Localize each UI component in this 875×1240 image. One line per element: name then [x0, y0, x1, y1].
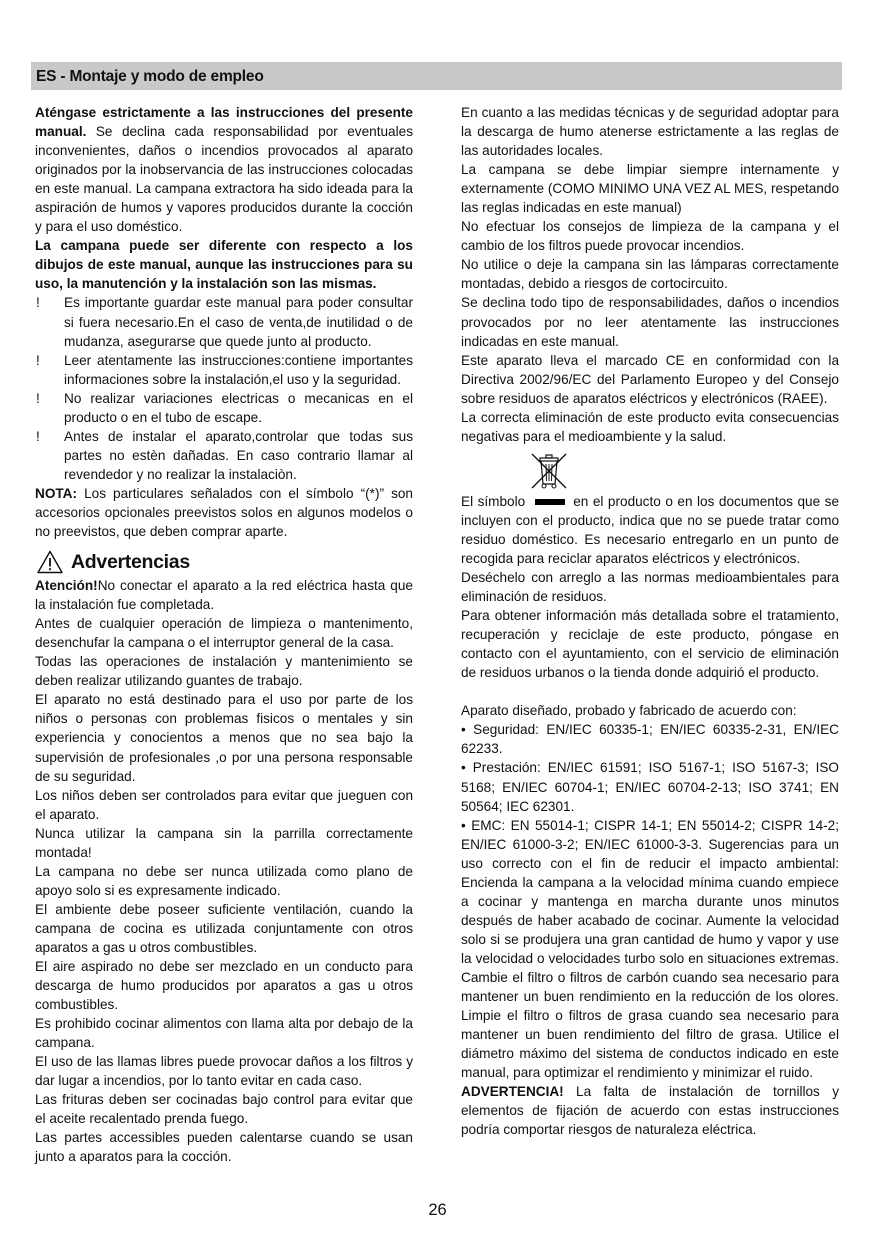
advertencia-paragraph [461, 1082, 839, 1139]
black-bar-symbol [535, 499, 565, 505]
atencion-label: Atención! [35, 578, 98, 594]
standards-item: • Seguridad: EN/IEC 60335-1; EN/IEC 60335-2-31, EN/IEC 62233. [461, 722, 839, 757]
exclamation-icon: ! [36, 352, 40, 368]
crossed-bin-icon [528, 452, 570, 490]
info-paragraph: Para obtener información más detallada sobre el tratamiento, recuperación y reciclaje de este producto, póngase en contacto con el ayuntamiento, con el servicio de eliminación de residuos urbanos o la tienda donde adquirió el producto. [461, 608, 839, 681]
warning-triangle-icon [37, 550, 63, 574]
warning-paragraph: Las frituras deben ser cocinadas bajo control para evitar que el aceite recalentado prenda fuego. [35, 1092, 413, 1127]
info-paragraph: En cuanto a las medidas técnicas y de seguridad adoptar para la descarga de humo atenerse estrictamente a las reglas de las autoridades locales. [461, 105, 839, 159]
info-paragraph: La campana se debe limpiar siempre internamente y externamente (COMO MINIMO UNA VEZ AL MES, respetando las reglas indicadas en este manual) [461, 162, 839, 216]
bullet-item [35, 389, 413, 427]
bullet-text: Antes de instalar el aparato,controlar que todas sus partes no estèn dañadas. En caso contrario llamar al revendedor y no realizar la instalaciòn. [64, 428, 413, 482]
bullet-item [35, 427, 413, 484]
nota-text: Los particulares señalados con el símbolo “(*)” son accesorios opcionales preevistos solos en algunos modelos o no preevistos, que deben comprar aparte. [35, 485, 413, 540]
left-column [35, 103, 413, 1167]
advertencia-text: La falta de instalación de tornillos y elementos de fijación de acuerdo con estas instrucciones podría comportar riesgos de naturaleza eléctrica. [461, 1084, 839, 1138]
exclamation-icon: ! [36, 390, 40, 406]
page-number: 26 [428, 1201, 447, 1219]
symbol-paragraph [461, 492, 839, 568]
info-paragraph: Se declina todo tipo de responsabilidades, daños o incendios provocados por no leer atentamente las instrucciones indicadas en este manual. [461, 295, 839, 349]
warning-paragraph: Antes de cualquier operación de limpieza o mantenimento, desenchufar la campana o el interruptor general de la casa. [35, 616, 413, 651]
warning-paragraph: El aparato no está destinado para el uso por parte de los niños o personas con problemas fisicos o mentales y sin experiencia y conocientos a menos que no sea bajo la supervisión de profesionales ,o por una persona responsable de su seguridad. [35, 692, 413, 784]
intro-bold: Aténgase estrictamente a las instrucciones del presente manual. [35, 105, 413, 140]
warnings-heading [35, 550, 413, 574]
standards-item: • EMC: EN 55014-1; CISPR 14-1; EN 55014-2; CISPR 14-2; EN/IEC 61000-3-2; EN/IEC 61000-3-3. Sugerencias para un uso correcto con el fin de reducir el impacto ambiental: Encienda la campana a la velocidad mínima cuando empiece a cocinar y mantenga en marcha durante unos minutos después de haber acabado de cocinar. Aumente la velocidad solo si se produjera una gran cantidad de humo y vapor y use la velocidad o velocidades turbo solo en situaciones extremas. Cambie el filtro o filtros de carbón cuando sea necesario para mantener un buen rendimiento en la reducción de los olores. Limpie el filtro o filtros de grasa cuando sea necesario para mantener un buen rendimiento del filtro de grasa. Utilice el diámetro máximo del sistema de conductos indicado en este manual, para optimizar el rendimiento y minimizar el ruido. [461, 817, 839, 1081]
nota-label: NOTA: [35, 485, 78, 501]
info-paragraph: No efectuar los consejos de limpieza de la campana y el cambio de los filtros puede provocar incendios. [461, 219, 839, 254]
nota-paragraph [35, 484, 413, 541]
warning-paragraph: Los niños deben ser controlados para evitar que jueguen con el aparato. [35, 787, 413, 822]
symbol-text: en el producto o en los documentos que se incluyen con el producto, indica que no se puede tratar como residuo doméstico. Es necesario entregarlo en un punto de recogida para reciclar aparatos eléctricos y electrónicos. [461, 493, 840, 566]
bold-notice: La campana puede ser diferente con respecto a los dibujos de este manual, aunque las instrucciones para su uso, la manutención y la instalación son las mismas. [35, 238, 413, 292]
standards-item: • Prestación: EN/IEC 61591; ISO 5167-1; ISO 5167-3; ISO 5168; EN/IEC 60704-1; EN/IEC 60704-2-13; ISO 3741; EN 50564; IEC 62301. [461, 760, 839, 814]
bullet-item [35, 293, 413, 350]
section-title: ES - Montaje y modo de empleo [36, 68, 264, 85]
standards-intro: Aparato diseñado, probado y fabricado de acuerdo con: [461, 703, 797, 719]
info-paragraph: Este aparato lleva el marcado CE en conformidad con la Directiva 2002/96/EC del Parlamento Europeo y del Consejo sobre residuos de aparatos eléctricos y electrónicos (RAEE). [461, 352, 839, 406]
section-header-bar [31, 62, 842, 90]
warning-paragraph: Nunca utilizar la campana sin la parrilla correctamente montada! [35, 825, 413, 860]
advertencia-label: ADVERTENCIA! [461, 1084, 564, 1100]
intro-paragraph [35, 103, 413, 236]
warning-paragraph: El aire aspirado no debe ser mezclado en un conducto para descarga de humo producidos por aparatos a gas u otros combustibles. [35, 959, 413, 1013]
warning-paragraph: Todas las operaciones de instalación y mantenimiento se deben realizar utilizando guantes de trabajo. [35, 654, 413, 689]
warning-paragraph: La campana no debe ser nunca utilizada como plano de apoyo solo si es expresamente indicado. [35, 863, 413, 898]
right-column [461, 103, 839, 1139]
bullet-item [35, 351, 413, 389]
exclamation-icon: ! [36, 428, 40, 444]
intro-text: Se declina cada responsabilidad por eventuales inconvenientes, daños o incendios provocados al aparato originados por la inobservancia de las instrucciones colocadas en este manual. La campana extractora ha sido ideada para la aspiración de humos y vapores producidos durante la cocción y para el uso doméstico. [35, 124, 413, 235]
warnings-title: Advertencias [71, 550, 190, 573]
warning-paragraph: El uso de las llamas libres puede provocar daños a los filtros y dar lugar a incendios, por lo tanto evitar en cada caso. [35, 1054, 413, 1089]
bullet-text: Es importante guardar este manual para poder consultar si fuera necesario.En el caso de venta,de inutilidad o de mudanza, asegurarse que quede junto al producto. [64, 295, 413, 349]
atencion-text: No conectar el aparato a la red eléctrica hasta que la instalación fue completada. [35, 578, 413, 613]
spacer [461, 682, 839, 701]
warning-paragraph: Es prohibido cocinar alimentos con llama alta por debajo de la campana. [35, 1016, 413, 1051]
info-paragraph: La correcta eliminación de este producto evita consecuencias negativas para el medioambiente y la salud. [461, 409, 839, 444]
bullet-text: Leer atentamente las instrucciones:contiene importantes informaciones sobre la instalación,el uso y la seguridad. [64, 352, 413, 387]
warning-paragraph: El ambiente debe poseer suficiente ventilación, cuando la campana de cocina es utilizada conjuntamente con otros aparatos a gas u otros combustibles. [35, 901, 413, 955]
warning-paragraph: Las partes accessibles pueden calentarse cuando se usan junto a aparatos para la cocción. [35, 1130, 413, 1165]
symbol-prefix: El símbolo [461, 493, 526, 509]
atencion-paragraph [35, 576, 413, 614]
weee-symbol-area [461, 446, 839, 492]
exclamation-icon: ! [36, 295, 40, 311]
info-paragraph: Deséchelo con arreglo a las normas medioambientales para eliminación de residuos. [461, 570, 839, 605]
bullet-text: No realizar variaciones electricas o mecanicas en el producto o en el tubo de escape. [64, 390, 413, 425]
info-paragraph: No utilice o deje la campana sin las lámparas correctamente montadas, debido a riesgos de cortocircuito. [461, 257, 839, 292]
